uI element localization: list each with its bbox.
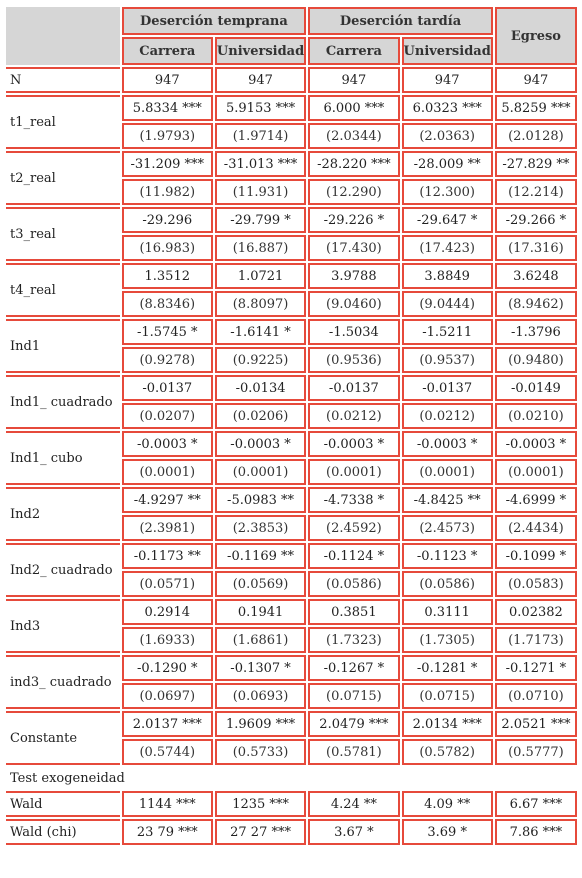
coef-cell: 3.8849 xyxy=(402,263,493,289)
header-egreso: Egreso xyxy=(495,7,577,65)
value-cell: 7.86 *** xyxy=(495,819,577,845)
se-cell: (12.290) xyxy=(308,179,399,205)
table-row xyxy=(6,819,577,845)
coef-cell: 0.3111 xyxy=(402,599,493,625)
se-cell: (1.7173) xyxy=(495,627,577,653)
se-cell: (2.3981) xyxy=(122,515,213,541)
se-cell: (9.0444) xyxy=(402,291,493,317)
coef-cell: 6.000 *** xyxy=(308,95,399,121)
se-cell: (0.0207) xyxy=(122,403,213,429)
coef-cell: -0.1169 ** xyxy=(215,543,306,569)
coef-cell: -5.0983 ** xyxy=(215,487,306,513)
subheader-carrera: Carrera xyxy=(308,37,399,65)
coef-cell: -1.5034 xyxy=(308,319,399,345)
se-cell: (2.0363) xyxy=(402,123,493,149)
se-cell: (2.3853) xyxy=(215,515,306,541)
row-label: t1_real xyxy=(6,95,120,149)
row-label: Wald xyxy=(6,791,120,817)
table-row-coef xyxy=(6,151,577,177)
value-cell: 23 79 *** xyxy=(122,819,213,845)
coef-cell: 1.0721 xyxy=(215,263,306,289)
row-label: N xyxy=(6,67,120,93)
corner-cell xyxy=(6,7,120,65)
se-cell: (0.0583) xyxy=(495,571,577,597)
row-label: t2_real xyxy=(6,151,120,205)
coef-cell: -4.6999 * xyxy=(495,487,577,513)
row-label: Ind3 xyxy=(6,599,120,653)
regression-table xyxy=(4,5,579,847)
se-cell: (0.5781) xyxy=(308,739,399,765)
coef-cell: -0.0003 * xyxy=(495,431,577,457)
table-row xyxy=(6,791,577,817)
se-cell: (1.7323) xyxy=(308,627,399,653)
se-cell: (0.0710) xyxy=(495,683,577,709)
se-cell: (0.9537) xyxy=(402,347,493,373)
row-label: Wald (chi) xyxy=(6,819,120,845)
coef-cell: 3.6248 xyxy=(495,263,577,289)
value-cell: 1144 *** xyxy=(122,791,213,817)
se-cell: (0.0693) xyxy=(215,683,306,709)
coef-cell: -0.0003 * xyxy=(402,431,493,457)
coef-cell: -0.1173 ** xyxy=(122,543,213,569)
coef-cell: -0.1271 * xyxy=(495,655,577,681)
se-cell: (0.5777) xyxy=(495,739,577,765)
table-row-coef xyxy=(6,263,577,289)
se-cell: (0.0001) xyxy=(495,459,577,485)
se-cell: (1.7305) xyxy=(402,627,493,653)
se-cell: (8.8346) xyxy=(122,291,213,317)
value-cell: 947 xyxy=(215,67,306,93)
se-cell: (9.0460) xyxy=(308,291,399,317)
row-label: Ind2 xyxy=(6,487,120,541)
subheader-universidad: Universidad xyxy=(402,37,493,65)
coef-cell: 2.0521 *** xyxy=(495,711,577,737)
coef-cell: -4.7338 * xyxy=(308,487,399,513)
se-cell: (2.0128) xyxy=(495,123,577,149)
coef-cell: -0.1267 * xyxy=(308,655,399,681)
se-cell: (2.4592) xyxy=(308,515,399,541)
table-row-coef xyxy=(6,319,577,345)
coef-cell: -0.1281 * xyxy=(402,655,493,681)
se-cell: (2.4573) xyxy=(402,515,493,541)
coef-cell: 0.2914 xyxy=(122,599,213,625)
subheader-universidad: Universidad xyxy=(215,37,306,65)
coef-cell: -29.266 * xyxy=(495,207,577,233)
coef-cell: -0.1307 * xyxy=(215,655,306,681)
coef-cell: 1.9609 *** xyxy=(215,711,306,737)
table-row-coef xyxy=(6,711,577,737)
coef-cell: -29.799 * xyxy=(215,207,306,233)
coef-cell: -28.009 ** xyxy=(402,151,493,177)
row-label: ind3_ cuadrado xyxy=(6,655,120,709)
coef-cell: 6.0323 *** xyxy=(402,95,493,121)
se-cell: (1.6861) xyxy=(215,627,306,653)
coef-cell: -4.8425 ** xyxy=(402,487,493,513)
se-cell: (1.9793) xyxy=(122,123,213,149)
se-cell: (11.982) xyxy=(122,179,213,205)
se-cell: (0.0715) xyxy=(308,683,399,709)
group-header-early: Deserción temprana xyxy=(122,7,307,35)
coef-cell: -0.0003 * xyxy=(308,431,399,457)
se-cell: (2.4434) xyxy=(495,515,577,541)
se-cell: (0.0697) xyxy=(122,683,213,709)
coef-cell: 5.8334 *** xyxy=(122,95,213,121)
se-cell: (0.0715) xyxy=(402,683,493,709)
se-cell: (0.0212) xyxy=(308,403,399,429)
row-label: t3_real xyxy=(6,207,120,261)
se-cell: (17.430) xyxy=(308,235,399,261)
coef-cell: -1.5211 xyxy=(402,319,493,345)
se-cell: (1.6933) xyxy=(122,627,213,653)
coef-cell: 5.9153 *** xyxy=(215,95,306,121)
se-cell: (17.423) xyxy=(402,235,493,261)
table-row-coef xyxy=(6,487,577,513)
se-cell: (0.0001) xyxy=(122,459,213,485)
table-row-coef xyxy=(6,599,577,625)
coef-cell: 5.8259 *** xyxy=(495,95,577,121)
coef-cell: 0.1941 xyxy=(215,599,306,625)
se-cell: (0.0210) xyxy=(495,403,577,429)
coef-cell: -0.0003 * xyxy=(122,431,213,457)
se-cell: (0.0206) xyxy=(215,403,306,429)
row-label: Ind1 xyxy=(6,319,120,373)
subheader-carrera: Carrera xyxy=(122,37,213,65)
se-cell: (0.0001) xyxy=(215,459,306,485)
table-row xyxy=(6,67,577,93)
coef-cell: 2.0479 *** xyxy=(308,711,399,737)
row-label: t4_real xyxy=(6,263,120,317)
row-label: Ind1_ cuadrado xyxy=(6,375,120,429)
value-cell: 947 xyxy=(308,67,399,93)
table-row-coef xyxy=(6,655,577,681)
se-cell: (0.0571) xyxy=(122,571,213,597)
table-row-coef xyxy=(6,431,577,457)
value-cell: 27 27 *** xyxy=(215,819,306,845)
coef-cell: -1.3796 xyxy=(495,319,577,345)
coef-cell: -1.6141 * xyxy=(215,319,306,345)
se-cell: (11.931) xyxy=(215,179,306,205)
value-cell: 3.67 * xyxy=(308,819,399,845)
se-cell: (0.9536) xyxy=(308,347,399,373)
coef-cell: -4.9297 ** xyxy=(122,487,213,513)
se-cell: (0.0569) xyxy=(215,571,306,597)
se-cell: (0.9225) xyxy=(215,347,306,373)
se-cell: (0.0001) xyxy=(402,459,493,485)
coef-cell: -0.1290 * xyxy=(122,655,213,681)
se-cell: (0.0001) xyxy=(308,459,399,485)
value-cell: 6.67 *** xyxy=(495,791,577,817)
coef-cell: 2.0134 *** xyxy=(402,711,493,737)
table-body xyxy=(6,67,577,845)
se-cell: (1.9714) xyxy=(215,123,306,149)
coef-cell: 3.9788 xyxy=(308,263,399,289)
coef-cell: -31.013 *** xyxy=(215,151,306,177)
row-label: Ind2_ cuadrado xyxy=(6,543,120,597)
se-cell: (0.5782) xyxy=(402,739,493,765)
coef-cell: -0.0137 xyxy=(122,375,213,401)
se-cell: (0.5744) xyxy=(122,739,213,765)
coef-cell: -28.220 *** xyxy=(308,151,399,177)
coef-cell: -0.0137 xyxy=(402,375,493,401)
se-cell: (0.9278) xyxy=(122,347,213,373)
value-cell: 947 xyxy=(495,67,577,93)
coef-cell: -1.5745 * xyxy=(122,319,213,345)
se-cell: (8.8097) xyxy=(215,291,306,317)
se-cell: (16.887) xyxy=(215,235,306,261)
table-row-coef xyxy=(6,543,577,569)
se-cell: (2.0344) xyxy=(308,123,399,149)
value-cell: 1235 *** xyxy=(215,791,306,817)
table-row-coef xyxy=(6,375,577,401)
coef-cell: 1.3512 xyxy=(122,263,213,289)
coef-cell: 0.3851 xyxy=(308,599,399,625)
coef-cell: -27.829 ** xyxy=(495,151,577,177)
value-cell: 947 xyxy=(122,67,213,93)
se-cell: (12.300) xyxy=(402,179,493,205)
coef-cell: -0.1099 * xyxy=(495,543,577,569)
se-cell: (0.0212) xyxy=(402,403,493,429)
coef-cell: 0.02382 xyxy=(495,599,577,625)
coef-cell: -29.296 xyxy=(122,207,213,233)
se-cell: (0.5733) xyxy=(215,739,306,765)
coef-cell: -29.226 * xyxy=(308,207,399,233)
value-cell: 4.24 ** xyxy=(308,791,399,817)
coef-cell: -29.647 * xyxy=(402,207,493,233)
coef-cell: -0.0003 * xyxy=(215,431,306,457)
results-table-container xyxy=(4,5,579,847)
se-cell: (17.316) xyxy=(495,235,577,261)
coef-cell: -0.1123 * xyxy=(402,543,493,569)
row-label: Constante xyxy=(6,711,120,765)
se-cell: (0.9480) xyxy=(495,347,577,373)
coef-cell: 2.0137 *** xyxy=(122,711,213,737)
section-row xyxy=(6,767,577,789)
coef-cell: -0.1124 * xyxy=(308,543,399,569)
value-cell: 4.09 ** xyxy=(402,791,493,817)
coef-cell: -0.0134 xyxy=(215,375,306,401)
table-row-coef xyxy=(6,95,577,121)
coef-cell: -0.0137 xyxy=(308,375,399,401)
group-header-late: Deserción tardía xyxy=(308,7,493,35)
se-cell: (0.0586) xyxy=(402,571,493,597)
row-label: Ind1_ cubo xyxy=(6,431,120,485)
se-cell: (12.214) xyxy=(495,179,577,205)
section-label: Test exogeneidad xyxy=(10,770,125,786)
value-cell: 3.69 * xyxy=(402,819,493,845)
se-cell: (0.0586) xyxy=(308,571,399,597)
coef-cell: -0.0149 xyxy=(495,375,577,401)
coef-cell: -31.209 *** xyxy=(122,151,213,177)
value-cell: 947 xyxy=(402,67,493,93)
se-cell: (16.983) xyxy=(122,235,213,261)
se-cell: (8.9462) xyxy=(495,291,577,317)
table-row-coef xyxy=(6,207,577,233)
